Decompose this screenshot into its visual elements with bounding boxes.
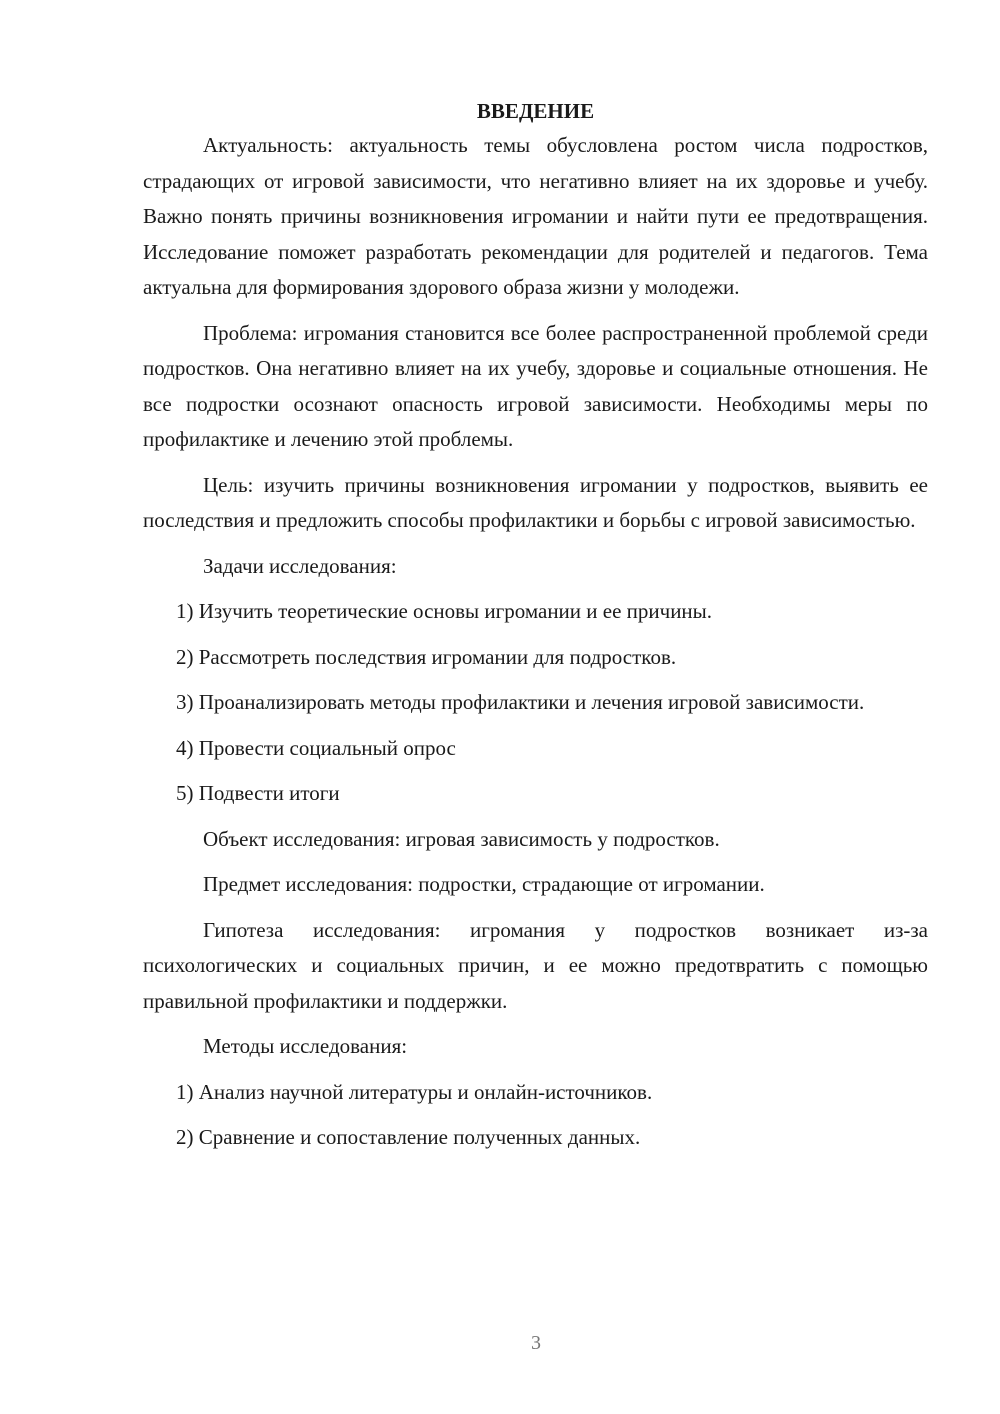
page-number: 3 bbox=[531, 1332, 541, 1354]
paragraph-subject: Предмет исследования: подростки, страдающие от игромании. bbox=[203, 872, 765, 896]
paragraph-hypothesis: Гипотеза исследования: игромания у подростков возникает из-за психологических и социальных причин, и ее можно предотвратить с помощью правильной профилактики и поддержки. bbox=[143, 917, 928, 1013]
paragraph-tasks-heading: Задачи исследования: bbox=[203, 553, 397, 578]
task-item-5: 5) Подвести итоги bbox=[176, 781, 340, 805]
paragraph-object: Объект исследования: игровая зависимость у подростков. bbox=[203, 826, 720, 851]
task-item-1: 1) Изучить теоретические основы игромании и ее причины. bbox=[176, 599, 713, 623]
method-item-1: 1) Анализ научной литературы и онлайн-источников. bbox=[176, 1079, 653, 1104]
paragraph-problem: Проблема: игромания становится все более распространенной проблемой среди подростков. Она негативно влияет на их учебу, здоровье и социальные отношения. Не все подростки осознают опасность игровой зависимости. Необходимы меры по профилактике и лечению этой проблемы. bbox=[143, 320, 928, 451]
paragraph-methods-heading: Методы исследования: bbox=[203, 1034, 408, 1058]
section-title: ВВЕДЕНИЕ bbox=[476, 99, 595, 123]
method-item-2: 2) Сравнение и сопоставление полученных данных. bbox=[176, 1125, 641, 1149]
task-item-4: 4) Провести социальный опрос bbox=[176, 735, 456, 760]
task-item-2: 2) Рассмотреть последствия игромании для подростков. bbox=[176, 644, 677, 669]
paragraph-goal: Цель: изучить причины возникновения игромании у подростков, выявить ее последствия и предложить способы профилактики и борьбы с игровой зависимостью. bbox=[143, 472, 928, 532]
task-item-3: 3) Проанализировать методы профилактики и лечения игровой зависимости. bbox=[176, 690, 865, 714]
paragraph-relevance: Актуальность: актуальность темы обусловлена ростом числа подростков, страдающих от игровой зависимости, что негативно влияет на их здоровье и учебу. Важно понять причины возникновения игромании и найти пути ее предотвращения. Исследование поможет разработать рекомендации для родителей и педагогов. Тема актуальна для формирования здорового образа жизни у молодежи. bbox=[143, 133, 928, 299]
document-body bbox=[143, 94, 928, 1156]
